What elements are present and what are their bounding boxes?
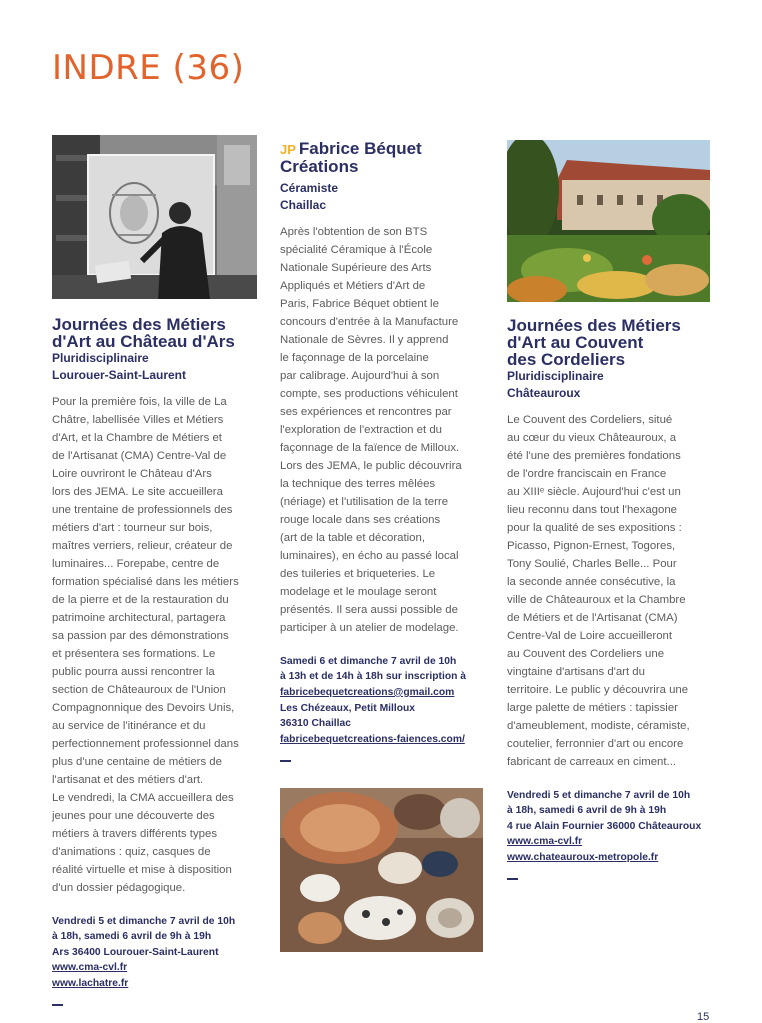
address: Les Chézeaux, Petit Milloux 36310 Chaillac bbox=[280, 702, 416, 730]
article-title: JP Fabrice Béquet Créations bbox=[280, 139, 422, 176]
article-location: Lourouer-Saint-Laurent bbox=[52, 368, 186, 382]
jp-logo-mark: JP bbox=[280, 142, 296, 157]
article-body: Pour la première fois, la ville de La Châtre, labellisée Villes et Métiers d'Art, et la Chambre de Métiers et de l'Artisanat (CMA) Centre-Val de Loire ouvriront le Château d'Ars lors des JEMA. Le site accueillera une trentaine de professionnels des métiers d'art : tourneur sur bois, maîtres verriers, relieur, créateur de luminaires... Forepabe, centre de formation spécialisé dans les métiers de la pierre et de la restauration du patrimoine architectural, partagera sa passion par des démonstrations et présentera ses formations. Le public pourra aussi rencontrer la section de Châteauroux de l'Union Compagnonnique des Devoirs Unis, au service de l'itinérance et du perfectionnement professionnel dans plus d'une centaine de métiers de l'artisanat et des métiers d'art. Le vendredi, la CMA accueillera des jeunes pour une découverte des métiers à travers différents types d'animations : quiz, casques de réalité virtuelle et mise à disposition d'un dossier pédagogique. bbox=[52, 396, 239, 894]
link-website[interactable]: fabricebequetcreations-faiences.com/ bbox=[280, 733, 465, 745]
article-fabrice-bequet bbox=[280, 140, 480, 952]
article-chateau-ars bbox=[52, 135, 257, 1006]
link-cma-cvl[interactable]: www.cma-cvl.fr bbox=[507, 836, 583, 848]
email-link[interactable]: fabricebequetcreations@gmail.com bbox=[280, 686, 455, 698]
article-location: Chaillac bbox=[280, 198, 327, 212]
article-location: Châteauroux bbox=[507, 386, 581, 400]
event-info: Vendredi 5 et dimanche 7 avril de 10h à 18h, samedi 6 avril de 9h à 19h 4 rue Alain Fournier 36000 Châteauroux bbox=[507, 790, 702, 832]
article-body: Le Couvent des Cordeliers, situé au cœur du vieux Châteauroux, a été l'une des premières fondations de l'ordre franciscain en France au XIIIᵉ siècle. Aujourd'hui c'est un lieu reconnu dans tout l'hexagone pour la qualité de ses expositions : Picasso, Pignon-Ernest, Togores, Tony Soulié, Charles Belle... Pour la seconde année consécutive, la ville de Châteauroux et la Chambre de Métiers et de l'Artisanat (CMA) Centre-Val de Loire accueilleront au Couvent des Cordeliers une vingtaine d'artisans d'art du territoire. Le public y découvrira une large palette de métiers : tapissier d'ameublement, modiste, céramiste, coutelier, ferronnier d'art ou encore fabricant de carreaux en ciment... bbox=[507, 414, 690, 768]
event-info: Samedi 6 et dimanche 7 avril de 10h à 13h et de 14h à 18h sur inscription à bbox=[280, 656, 466, 683]
photo-ceramics bbox=[280, 788, 483, 952]
event-info: Vendredi 5 et dimanche 7 avril de 10h à 18h, samedi 6 avril de 9h à 19h Ars 36400 Lourouer-Saint-Laurent bbox=[52, 916, 236, 958]
article-title: Journées des Métiers d'Art au Château d'Ars bbox=[52, 315, 235, 351]
page-heading: INDRE (36) bbox=[52, 48, 245, 88]
photo-couvent-cordeliers bbox=[507, 140, 710, 302]
article-title: Journées des Métiers d'Art au Couvent des Cordeliers bbox=[507, 316, 681, 369]
separator-dash bbox=[507, 878, 518, 880]
article-category: Pluridisciplinaire bbox=[507, 369, 604, 383]
page-number: 15 bbox=[697, 1011, 710, 1023]
link-cma-cvl[interactable]: www.cma-cvl.fr bbox=[52, 962, 128, 974]
link-chateauroux-metropole[interactable]: www.chateauroux-metropole.fr bbox=[507, 852, 659, 864]
photo-artisan-drawing bbox=[52, 135, 257, 299]
link-lachatre[interactable]: www.lachatre.fr bbox=[52, 978, 129, 990]
article-couvent-cordeliers bbox=[507, 140, 710, 880]
article-body: Après l'obtention de son BTS spécialité Céramique à l'École Nationale Supérieure des Arts Appliqués et Métiers d'Art de Paris, Fabrice Béquet obtient le concours d'entrée à la Manufacture Nationale de Sèvres. Il y apprend le façonnage de la porcelaine par calibrage. Aujourd'hui à son compte, ses productions véhiculent ses expériences et rencontres par l'exploration de l'extraction et du façonnage de la faïence de Milloux. Lors des JEMA, le public découvrira la technique des terres mêlées (nériage) et l'utilisation de la terre rouge locale dans ses créations (art de la table et décoration, luminaires), en écho au passé local des tuileries et briqueteries. Le modelage et le moulage seront présentés. Il sera aussi possible de participer à un atelier de modelage. bbox=[280, 226, 462, 634]
article-category: Céramiste bbox=[280, 181, 339, 195]
separator-dash bbox=[52, 1004, 63, 1006]
article-category: Pluridisciplinaire bbox=[52, 351, 149, 365]
